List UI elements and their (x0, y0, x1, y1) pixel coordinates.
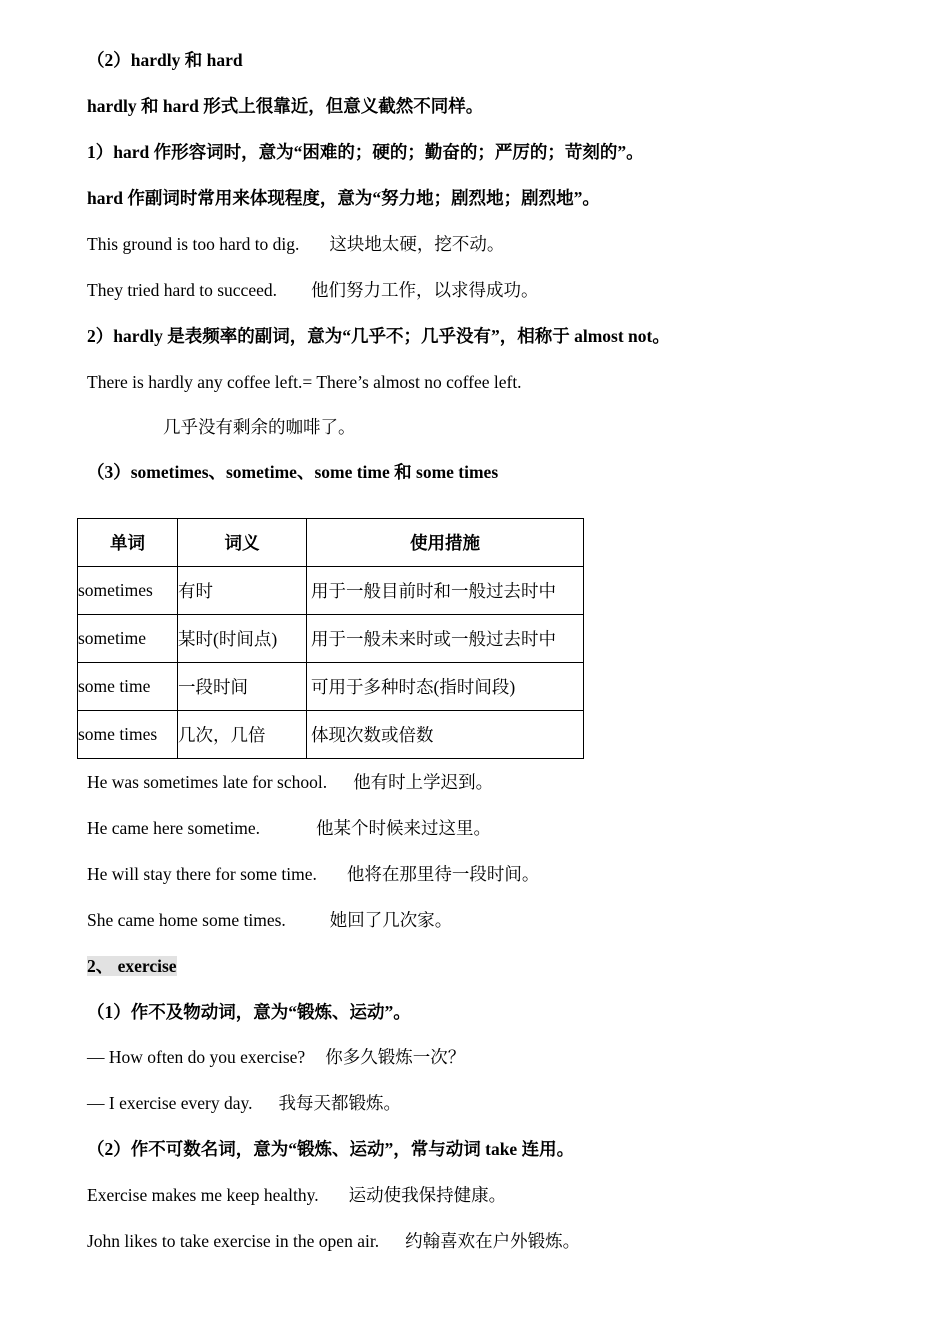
example-english: She came home some times. (87, 910, 286, 930)
example-english: Exercise makes me keep healthy. (87, 1185, 319, 1205)
dialogue-line (87, 1091, 401, 1115)
example-chinese: 她回了几次家。 (329, 910, 453, 930)
example-english: There is hardly any coffee left.= There’s almost no coffee left. (87, 372, 522, 392)
table-cell-meaning: 一段时间 (178, 663, 307, 711)
intro-sentence: hardly 和 hard 形式上很靠近，但意义截然不同样。 (87, 96, 484, 116)
section-heading-hardly-hard: （2）hardly 和 hard (87, 50, 243, 70)
example-sentence (87, 770, 493, 794)
example-sentence (87, 862, 539, 886)
table-header-cell: 词义 (178, 519, 307, 567)
hardly-frequency-rule: 2）hardly 是表频率的副词，意为“几乎不；几乎没有”，相称于 almost not。 (87, 326, 670, 346)
table-header-row (78, 519, 584, 567)
table-cell-word: some time (78, 663, 178, 711)
table-cell-usage: 用于一般未来时或一般过去时中 (307, 615, 584, 663)
example-chinese: 约翰喜欢在户外锻炼。 (405, 1231, 581, 1251)
example-english: He will stay there for some time. (87, 864, 317, 884)
example-sentence (87, 278, 539, 302)
example-chinese: 几乎没有剩余的咖啡了。 (163, 417, 356, 437)
hard-adverb-rule: hard 作副词时常用来体现程度，意为“努力地；剧烈地；剧烈地”。 (87, 188, 600, 208)
example-english: — How often do you exercise? (87, 1047, 306, 1067)
table-cell-usage: 用于一般目前时和一般过去时中 (307, 567, 584, 615)
table-cell-word: sometime (78, 615, 178, 663)
word-comparison-table (77, 518, 584, 759)
table-cell-meaning: 某时(时间点) (178, 615, 307, 663)
example-sentence (87, 1229, 580, 1253)
example-sentence (87, 232, 504, 256)
example-english: — I exercise every day. (87, 1093, 253, 1113)
example-sentence (87, 1183, 506, 1207)
hard-adjective-rule: 1）hard 作形容词时，意为“困难的；硬的；勤奋的；严厉的；苛刻的”。 (87, 142, 644, 162)
example-chinese: 我每天都锻炼。 (278, 1093, 402, 1113)
example-chinese: 运动使我保持健康。 (348, 1185, 507, 1205)
example-chinese: 这块地太硬，挖不动。 (329, 234, 505, 254)
table-header-cell: 使用措施 (307, 519, 584, 567)
exercise-noun-rule: （2）作不可数名词，意为“锻炼、运动”，常与动词 take 连用。 (87, 1139, 575, 1159)
example-english: He came here sometime. (87, 818, 260, 838)
section-heading-exercise (87, 954, 177, 978)
dialogue-line (87, 1045, 465, 1069)
table-cell-usage: 可用于多种时态(指时间段) (307, 663, 584, 711)
example-chinese: 他将在那里待一段时间。 (346, 864, 540, 884)
table-cell-usage: 体现次数或倍数 (307, 711, 584, 759)
table-header-cell: 单词 (78, 519, 178, 567)
table-cell-word: sometimes (78, 567, 178, 615)
example-chinese: 你多久锻炼一次？ (325, 1047, 466, 1067)
example-sentence (87, 908, 452, 932)
table-row (78, 711, 584, 759)
example-chinese: 他某个时候来过这里。 (315, 818, 491, 838)
table-row (78, 567, 584, 615)
example-english: He was sometimes late for school. (87, 772, 328, 792)
table-row (78, 663, 584, 711)
table-row (78, 615, 584, 663)
example-sentence (87, 816, 491, 840)
section-heading-sometimes: （3）sometimes、sometime、some time 和 some times (87, 462, 499, 482)
example-english: This ground is too hard to dig. (87, 234, 300, 254)
table-cell-meaning: 几次，几倍 (178, 711, 307, 759)
heading-highlight: 2、 exercise (87, 956, 177, 976)
example-english: They tried hard to succeed. (87, 280, 277, 300)
table-cell-meaning: 有时 (178, 567, 307, 615)
exercise-verb-rule: （1）作不及物动词，意为“锻炼、运动”。 (87, 1002, 411, 1022)
example-chinese: 他们努力工作，以求得成功。 (311, 280, 539, 300)
example-chinese: 他有时上学迟到。 (353, 772, 494, 792)
table-cell-word: some times (78, 711, 178, 759)
example-english: John likes to take exercise in the open air. (87, 1231, 380, 1251)
